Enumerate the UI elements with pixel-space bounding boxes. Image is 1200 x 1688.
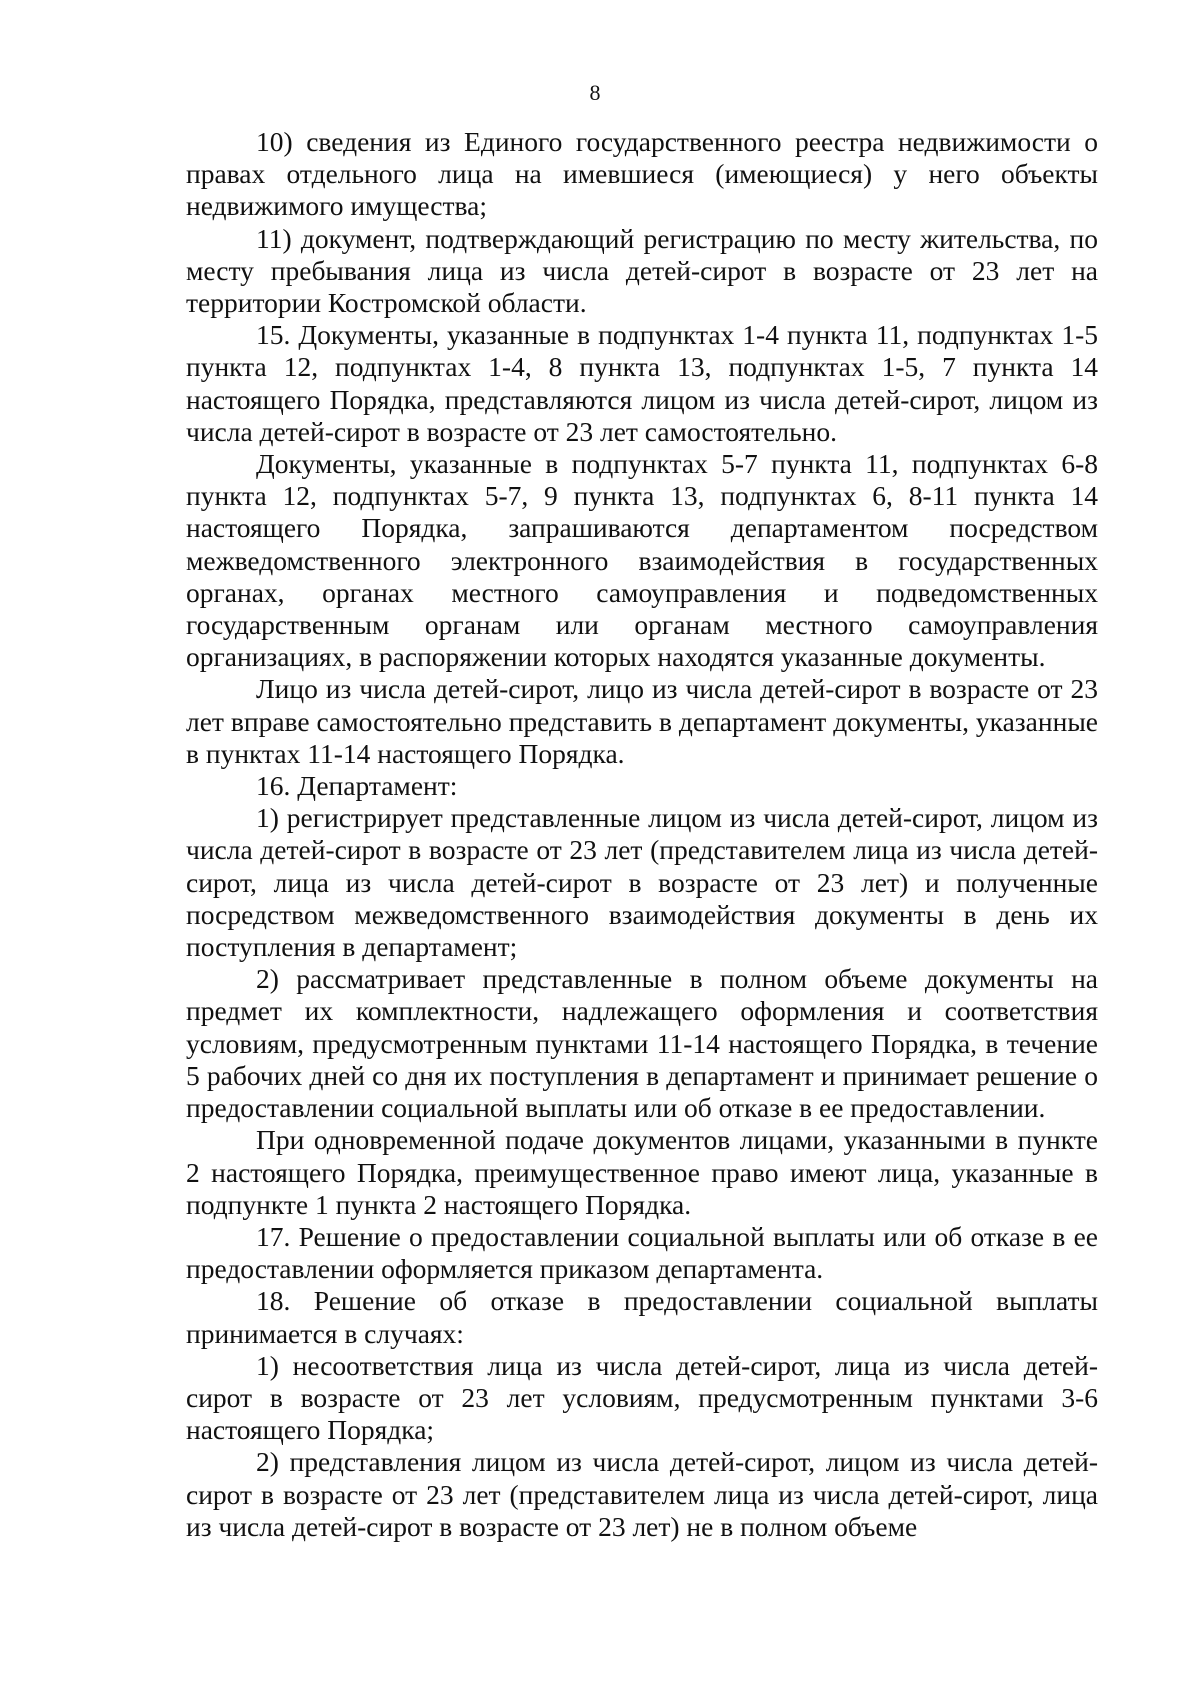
paragraph: 2) рассматривает представленные в полном объеме документы на предмет их комплектности, надлежащего оформления и соответствия условиям, предусмотренным пунктами 11-14 настоящего Порядка, в течение 5 рабочих дней со дня их поступления в департамент и принимает решение о предоставлении социальной выплаты или об отказе в ее предоставлении. <box>186 963 1098 1124</box>
paragraph: 1) регистрирует представленные лицом из числа детей-сирот, лицом из числа детей-сирот в возрасте от 23 лет (представителем лица из числа детей-сирот, лица из числа детей-сирот в возрасте от 23 лет) и полученные посредством межведомственного взаимодействия документы в день их поступления в департамент; <box>186 802 1098 963</box>
paragraph: Лицо из числа детей-сирот, лицо из числа детей-сирот в возрасте от 23 лет вправе самостоятельно представить в департамент документы, указанные в пунктах 11-14 настоящего Порядка. <box>186 673 1098 769</box>
paragraph: 10) сведения из Единого государственного реестра недвижимости о правах отдельного лица на имевшиеся (имеющиеся) у него объекты недвижимого имущества; <box>186 126 1098 222</box>
document-body <box>186 126 1098 1543</box>
paragraph: 11) документ, подтверждающий регистрацию по месту жительства, по месту пребывания лица из числа детей-сирот в возрасте от 23 лет на территории Костромской области. <box>186 222 1098 319</box>
paragraph: 17. Решение о предоставлении социальной выплаты или об отказе в ее предоставлении оформляется приказом департамента. <box>186 1220 1098 1285</box>
paragraph: 18. Решение об отказе в предоставлении социальной выплаты принимается в случаях: <box>186 1285 1098 1349</box>
paragraph: 1) несоответствия лица из числа детей-сирот, лица из числа детей-сирот в возрасте от 23 лет условиям, предусмотренным пунктами 3-6 настоящего Порядка; <box>186 1349 1098 1446</box>
paragraph: При одновременной подаче документов лицами, указанными в пункте 2 настоящего Порядка, преимущественное право имеют лица, указанные в подпункте 1 пункта 2 настоящего Порядка. <box>186 1124 1098 1220</box>
paragraph: 16. Департамент: <box>256 770 458 802</box>
paragraph: 2) представления лицом из числа детей-сирот, лицом из числа детей-сирот в возрасте от 23 лет (представителем лица из числа детей-сирот, лица из числа детей-сирот в возрасте от 23 лет) не в полном объеме <box>186 1446 1098 1542</box>
paragraph: Документы, указанные в подпунктах 5-7 пункта 11, подпунктах 6-8 пункта 12, подпунктах 5-7, 9 пункта 13, подпунктах 6, 8-11 пункта 14 настоящего Порядка, запрашиваются департаментом посредством межведомственного электронного взаимодействия в государственных органах, органах местного самоуправления и подведомственных государственным органам или органам местного самоуправления организациях, в распоряжении которых находятся указанные документы. <box>186 448 1098 673</box>
page-number: 8 <box>589 80 601 105</box>
paragraph: 15. Документы, указанные в подпунктах 1-4 пункта 11, подпунктах 1-5 пункта 12, подпунктах 1-4, 8 пункта 13, подпунктах 1-5, 7 пункта 14 настоящего Порядка, представляются лицом из числа детей-сирот, лицом из числа детей-сирот в возрасте от 23 лет самостоятельно. <box>186 319 1098 447</box>
